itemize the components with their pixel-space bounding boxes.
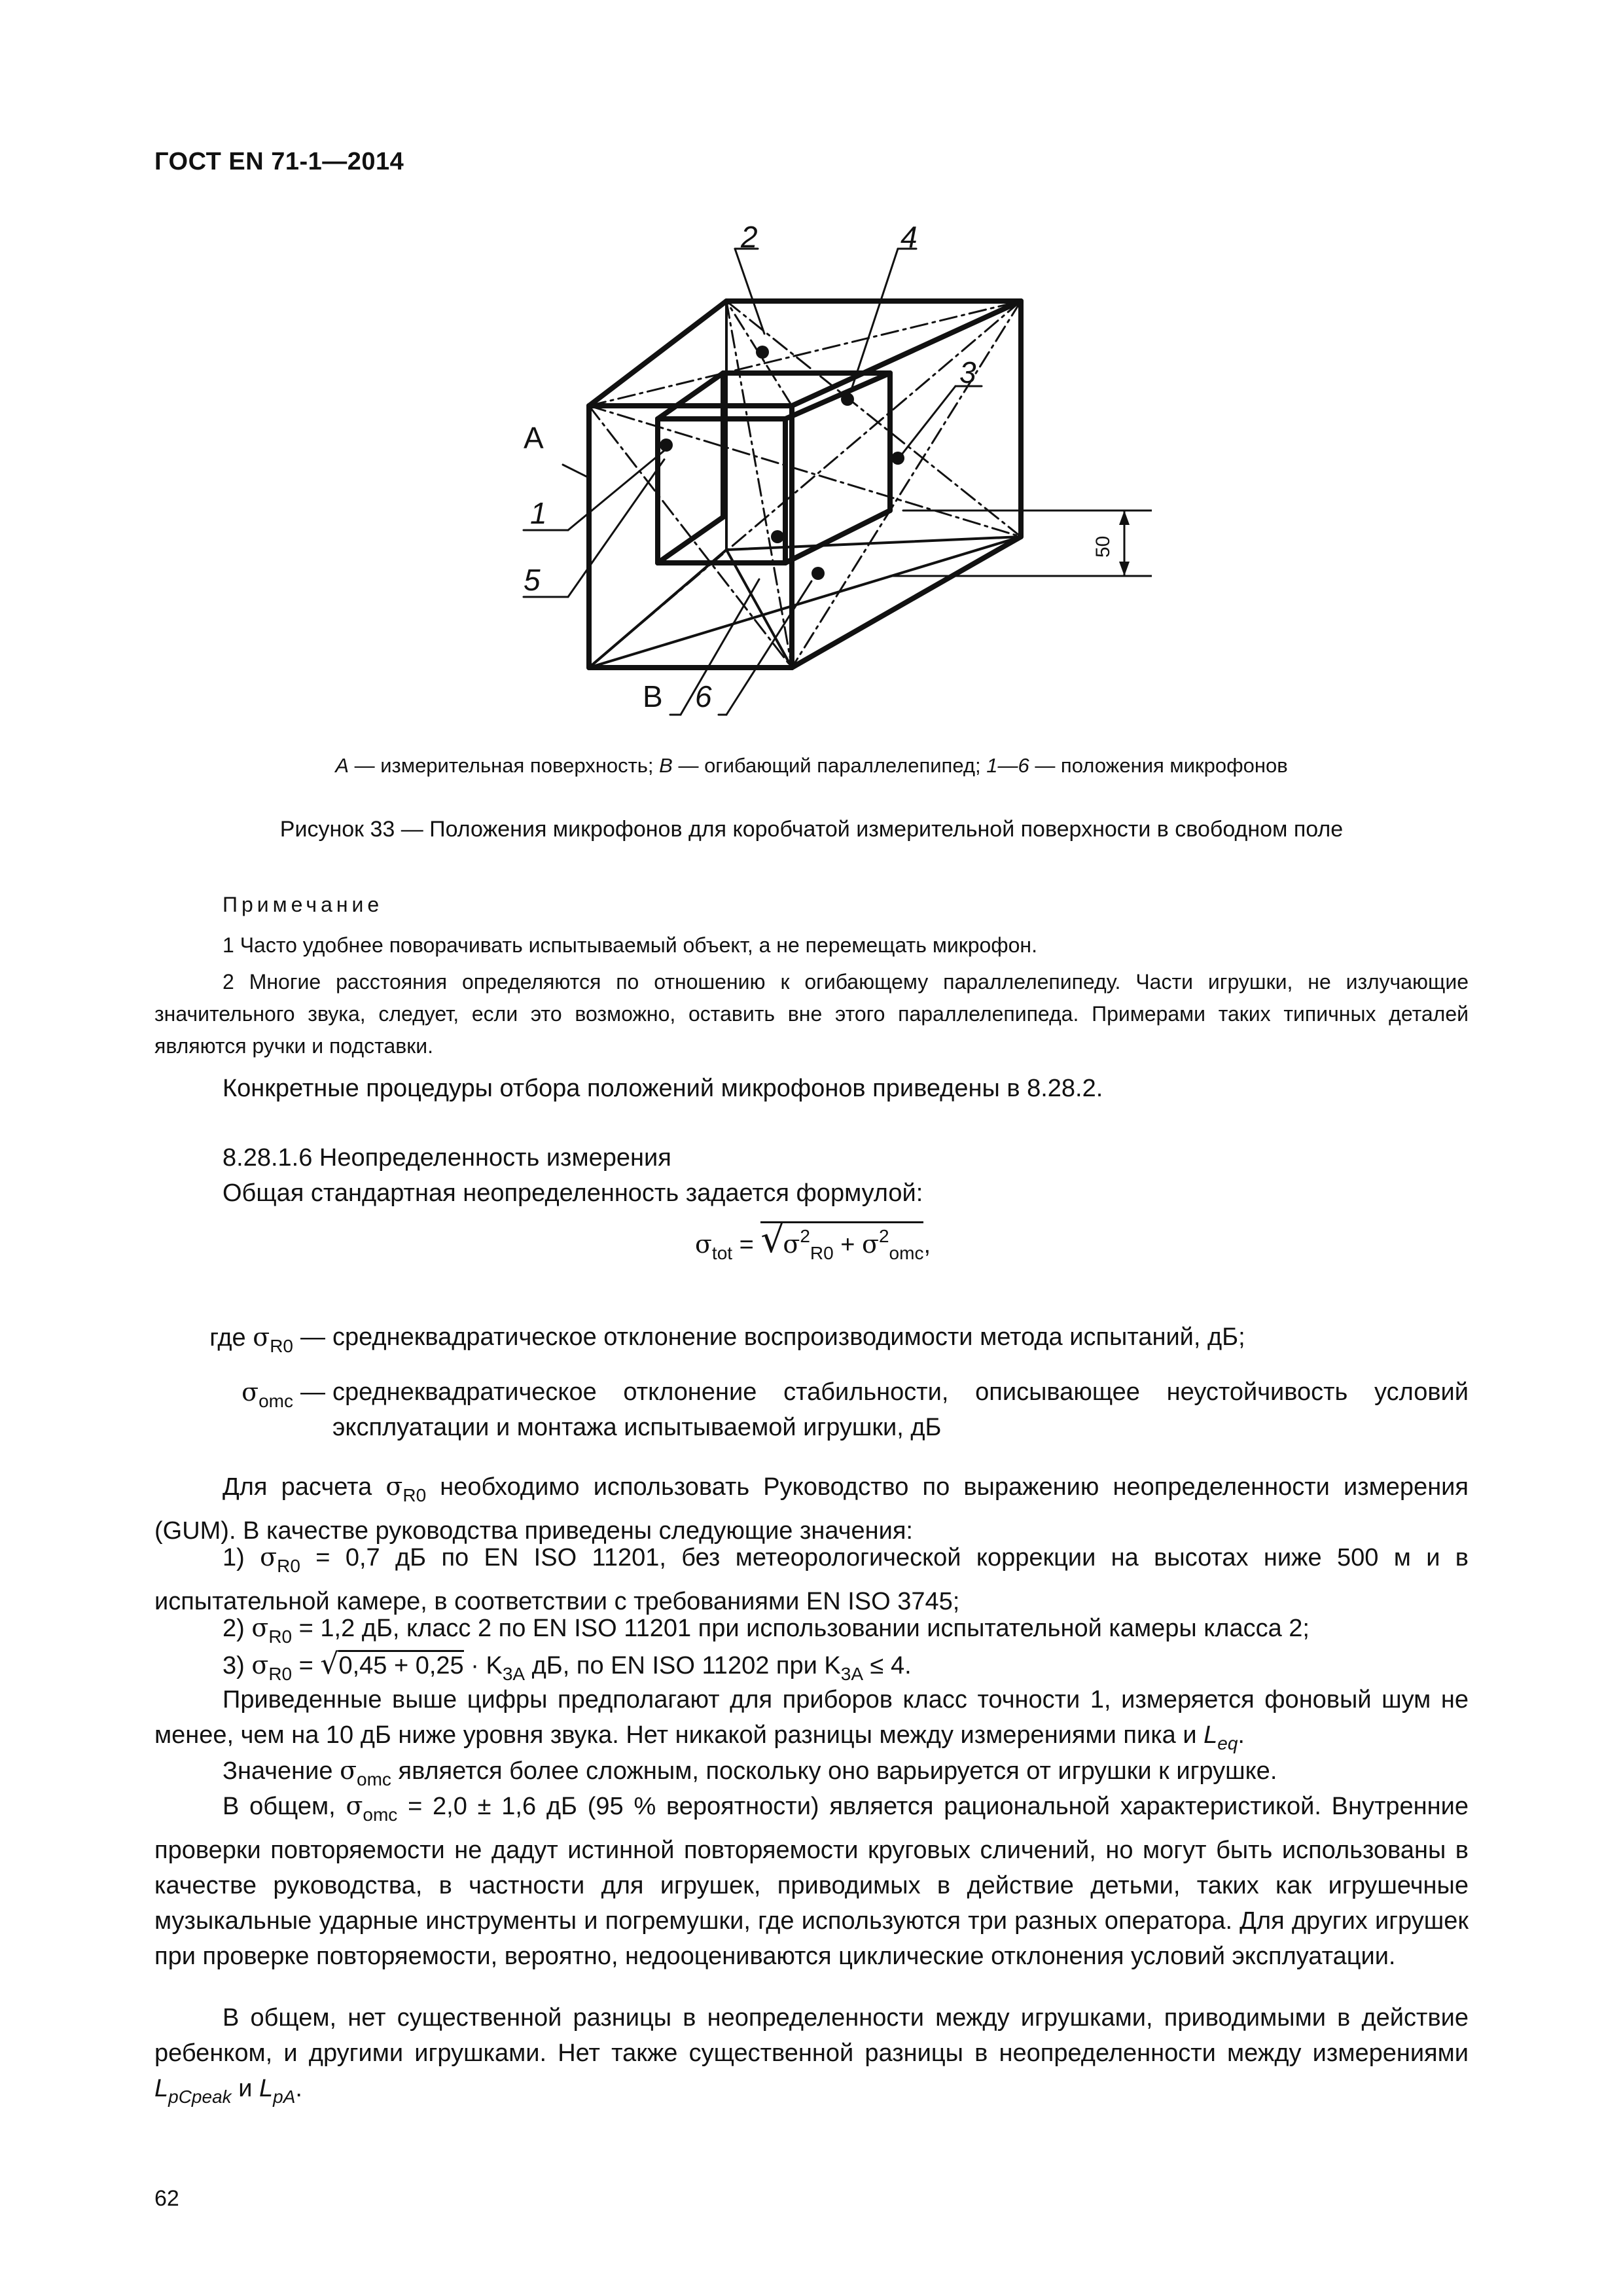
- paragraph-procedures: Конкретные процедуры отбора положений микрофонов приведены в 8.28.2.: [223, 1075, 1103, 1102]
- figure-caption: Рисунок 33 — Положения микрофонов для коробчатой измерительной поверхности в свободном поле: [279, 817, 1344, 842]
- box-diagram: [497, 223, 1152, 733]
- label-dimension: 50: [1092, 535, 1114, 558]
- paragraph-general-2: В общем, нет существенной разницы в неопределенности между игрушками, приводимыми в действие ребенком, и другими игрушками. Нет также существенной разницы в неопределенности между измерениями $L_{pCpeak}$ и $L_{pA}$.: [154, 2004, 1469, 2107]
- legend-key-range: 1—6: [986, 754, 1029, 777]
- legend-key-a: А: [335, 754, 349, 777]
- legend-text-a: — измерительная поверхность;: [349, 754, 660, 777]
- mic-position-4: [841, 393, 854, 406]
- label-1: 1: [530, 496, 547, 530]
- paragraph-formula-intro: Общая стандартная неопределенность задается формулой:: [223, 1179, 923, 1207]
- paragraph-general-1: В общем, $\sigma_{omc} = 2,0 \pm 1,6$ дБ (95 % вероятности) является рациональной характеристикой. Внутренние проверки повторяемости не дадут истинной повторяемости круговых сличений, но могут быть использованы в качестве руководства, в частности для игрушек, приводимых в действие детьми, таких как игрушечные музыкальные ударные инструменты и погремушки, где используются три разных оператора. Для других игрушек при проверке повторяемости, вероятно, недооцениваются циклические отклонения условий эксплуатации.: [154, 1791, 1469, 1970]
- legend-key-b: В: [659, 754, 673, 777]
- mic-position-6: [812, 567, 825, 580]
- sqrt: √ $\sigma^2_{R0} + \sigma^2_{omc}$: [760, 1217, 924, 1263]
- mic-position-1: [660, 439, 673, 452]
- note-2: 2 Многие расстояния определяются по отношению к огибающему параллелепипеду. Части игрушки, не излучающие значительного звука, следует, если это возможно, оставить вне этого параллелепипеда. Примерами таких типичных деталей являются ручки и подставки.: [154, 970, 1469, 1058]
- paragraph-value: Значение $\sigma_{omc}$ является более сложным, поскольку оно варьируется от игрушки к игрушке.: [223, 1756, 1277, 1789]
- label-2: 2: [741, 223, 758, 254]
- label-6: 6: [695, 679, 712, 713]
- formula-sigma-tot: $\sigma_{tot}$ = √ $\sigma^2_{R0} + \sigma^2_{omc}$,: [694, 1217, 931, 1263]
- legend-text-b: — огибающий параллелепипед;: [672, 754, 987, 777]
- label-4: 4: [901, 223, 918, 254]
- page-number: 62: [154, 2186, 179, 2211]
- label-a: А: [524, 421, 544, 455]
- figure-legend: [0, 754, 1623, 778]
- definition-omc: $\sigma_{omc}$ — среднеквадратическое отклонение стабильности, описывающее неустойчивость условий эксплуатации и монтажа испытываемой игрушки, дБ: [241, 1378, 1469, 1441]
- list-item-3: 3) $\sigma_{R0} = √0,45 + 0,25 \cdot K_{3A}$ дБ, по EN ISO 11202 при $K_{3A} \le 4$.: [223, 1647, 912, 1684]
- label-5: 5: [524, 563, 541, 597]
- figure-33: [497, 223, 1152, 733]
- mic-position-5: [771, 530, 784, 543]
- list-item-2: 2) $\sigma_{R0} = 1,2$ дБ, класс 2 по EN ISO 11201 при использовании испытательной камеры класса 2;: [223, 1613, 1310, 1647]
- label-3: 3: [959, 355, 976, 389]
- paragraph-figures: Приведенные выше цифры предполагают для приборов класс точности 1, измеряется фоновый шум не менее, чем на 10 дБ ниже уровня звука. Нет никакой разницы между измерениями пика и $L_{eq}$.: [154, 1686, 1469, 1753]
- section-title: 8.28.1.6 Неопределенность измерения: [223, 1144, 671, 1172]
- legend-text-range: — положения микрофонов: [1029, 754, 1288, 777]
- note-1: 1 Часто удобнее поворачивать испытываемый объект, а не перемещать микрофон.: [223, 933, 1037, 957]
- label-b: В: [643, 679, 663, 713]
- document-header: ГОСТ EN 71-1—2014: [154, 148, 404, 175]
- paragraph-gum: Для расчета $\sigma_{R0}$ необходимо использовать Руководство по выражению неопределенности измерения (GUM). В качестве руководства приведены следующие значения:: [154, 1472, 1469, 1545]
- mic-position-3: [891, 452, 904, 465]
- list-item-1: 1) $\sigma_{R0} = 0,7$ дБ по EN ISO 11201, без метеорологической коррекции на высотах ниже 500 м и в испытательной камере, в соответствии с требованиями EN ISO 3745;: [154, 1543, 1469, 1615]
- mic-position-2: [756, 346, 769, 359]
- where-definitions: [154, 1319, 1469, 1456]
- note-label: Примечание: [223, 893, 383, 916]
- definition-r0: где $\sigma_{R0}$ — среднеквадратическое отклонение воспроизводимости метода испытаний, дБ;: [209, 1323, 1245, 1356]
